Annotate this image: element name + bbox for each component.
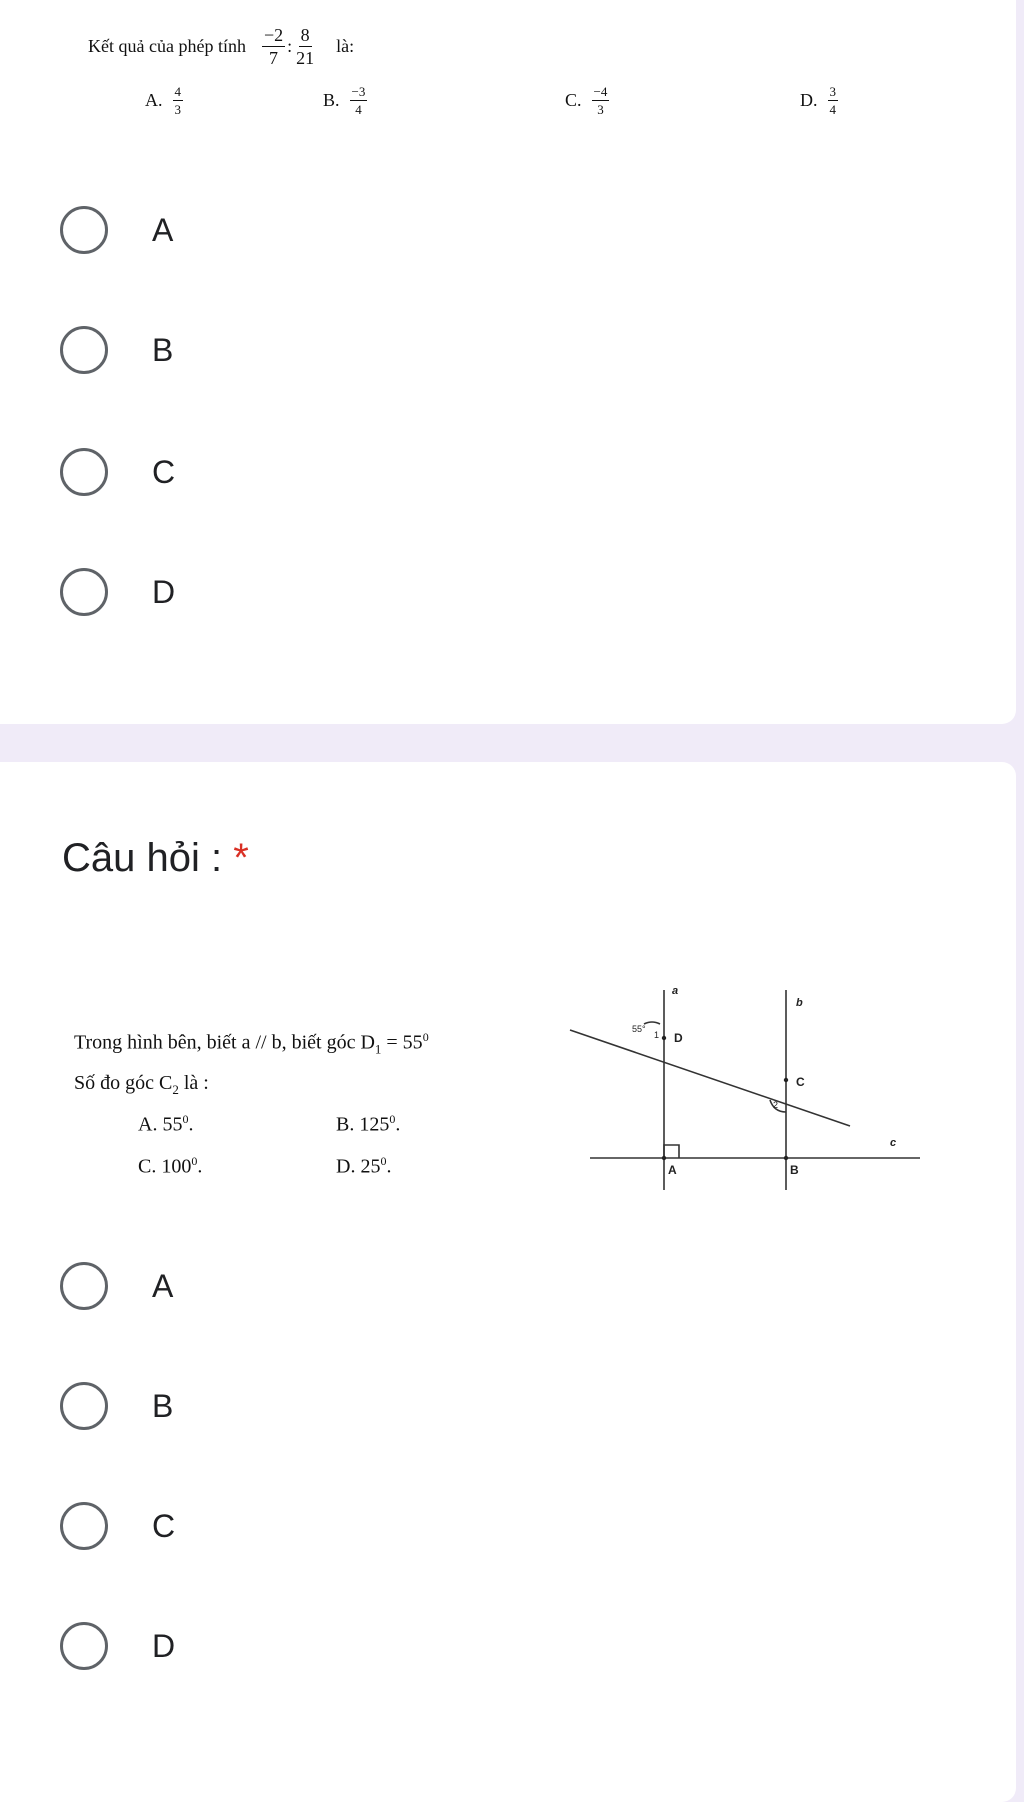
- point-c: [784, 1078, 788, 1082]
- point-d: [662, 1036, 666, 1040]
- line2-subscript: 2: [172, 1082, 179, 1097]
- label-angle-d: 55°: [632, 1024, 646, 1034]
- radio-circle-icon[interactable]: [60, 568, 108, 616]
- q1-radio-option-b[interactable]: [60, 320, 460, 380]
- radio-label: A: [152, 211, 174, 248]
- option-degree: 0: [380, 1154, 387, 1168]
- option-letter: A.: [145, 90, 163, 110]
- division-operator: :: [287, 36, 293, 56]
- label-b: b: [796, 997, 803, 1009]
- radio-label: C: [152, 1507, 176, 1544]
- line1-superscript: 0: [422, 1030, 429, 1044]
- option-fraction: [173, 85, 184, 116]
- label-b-point: B: [790, 1163, 799, 1177]
- option-denominator: 3: [174, 102, 181, 117]
- radio-circle-icon[interactable]: [60, 1382, 108, 1430]
- question1-stem: [88, 26, 354, 67]
- option-numerator: −4: [593, 84, 608, 99]
- option-tail: .: [188, 1113, 194, 1136]
- label-a: a: [672, 985, 679, 997]
- fraction-2-numerator: 8: [300, 25, 310, 45]
- option-label: D. 25: [336, 1155, 381, 1178]
- image-option-b: [323, 85, 369, 116]
- radio-label: A: [152, 1267, 174, 1304]
- question-title-text: Câu hỏi :: [62, 836, 223, 880]
- image-option-a: [145, 85, 185, 116]
- option-tail: .: [197, 1155, 203, 1178]
- angle-d-arc: [644, 1022, 660, 1024]
- label-d: D: [674, 1031, 683, 1045]
- option-letter: C.: [565, 90, 582, 110]
- q1-radio-option-a[interactable]: [60, 200, 460, 260]
- option-label: B. 125: [336, 1113, 390, 1136]
- radio-circle-icon[interactable]: [60, 1262, 108, 1310]
- option-fraction: [828, 85, 839, 116]
- required-asterisk: *: [233, 836, 249, 880]
- option-fraction: [350, 85, 368, 116]
- q2-radio-option-a[interactable]: [60, 1256, 460, 1316]
- right-angle-marker: [664, 1145, 679, 1158]
- radio-label: B: [152, 1387, 174, 1424]
- q1-radio-option-c[interactable]: [60, 442, 460, 502]
- radio-label: D: [152, 1627, 176, 1664]
- option-numerator: 4: [174, 84, 181, 99]
- image-option-d: [800, 85, 840, 116]
- option-label: A. 55: [138, 1113, 183, 1136]
- option-label: C. 100: [138, 1155, 192, 1178]
- line2-tail: là :: [178, 1072, 209, 1094]
- fraction-2: [294, 26, 316, 67]
- option-numerator: 3: [829, 84, 836, 99]
- q2-radio-option-c[interactable]: [60, 1496, 460, 1556]
- question2-title: [62, 836, 249, 881]
- line1-subscript: 1: [374, 1041, 382, 1057]
- label-angle-d-index: 1: [654, 1030, 660, 1040]
- option-denominator: 4: [829, 102, 836, 117]
- geometry-diagram: [560, 980, 920, 1200]
- radio-label: D: [152, 573, 176, 610]
- stem-prefix: Kết quả của phép tính: [88, 36, 246, 56]
- radio-circle-icon[interactable]: [60, 206, 108, 254]
- question2-line2: [74, 1072, 209, 1098]
- question2-line1: [74, 1030, 429, 1058]
- fraction-1: [262, 26, 285, 67]
- option-degree: 0: [182, 1112, 189, 1126]
- radio-circle-icon[interactable]: [60, 448, 108, 496]
- radio-circle-icon[interactable]: [60, 326, 108, 374]
- image-option-c: [565, 85, 611, 116]
- line1-tail: = 55: [381, 1031, 423, 1054]
- option-numerator: −3: [351, 84, 366, 99]
- q2-radio-option-d[interactable]: [60, 1616, 460, 1676]
- option-letter: D.: [800, 90, 818, 110]
- radio-label: C: [152, 453, 176, 490]
- option-degree: 0: [389, 1112, 396, 1126]
- q2-image-option-d: [336, 1154, 391, 1179]
- label-a-point: A: [668, 1163, 677, 1177]
- label-angle-c-index: 2: [773, 1100, 779, 1110]
- fraction-2-denominator: 21: [296, 48, 315, 68]
- stem-suffix: là:: [336, 36, 355, 56]
- option-tail: .: [395, 1113, 401, 1136]
- option-denominator: 4: [355, 102, 362, 117]
- option-denominator: 3: [597, 102, 604, 117]
- q2-image-option-b: [336, 1112, 400, 1137]
- fraction-1-numerator: −2: [263, 25, 284, 45]
- radio-circle-icon[interactable]: [60, 1622, 108, 1670]
- line2-text: Số đo góc C: [74, 1072, 173, 1094]
- option-degree: 0: [191, 1154, 198, 1168]
- option-letter: B.: [323, 90, 340, 110]
- option-tail: .: [386, 1155, 392, 1178]
- radio-circle-icon[interactable]: [60, 1502, 108, 1550]
- radio-label: B: [152, 331, 174, 368]
- option-fraction: [592, 85, 610, 116]
- q2-image-option-a: [138, 1112, 193, 1137]
- point-a: [662, 1156, 666, 1160]
- label-c-point: C: [796, 1075, 805, 1089]
- q2-image-option-c: [138, 1154, 202, 1179]
- line1-text: Trong hình bên, biết a // b, biết góc D: [74, 1031, 375, 1054]
- q2-radio-option-b[interactable]: [60, 1376, 460, 1436]
- label-c: c: [890, 1137, 897, 1149]
- point-b: [784, 1156, 788, 1160]
- fraction-1-denominator: 7: [269, 48, 279, 68]
- q1-radio-option-d[interactable]: [60, 562, 460, 622]
- transversal-line: [570, 1030, 850, 1126]
